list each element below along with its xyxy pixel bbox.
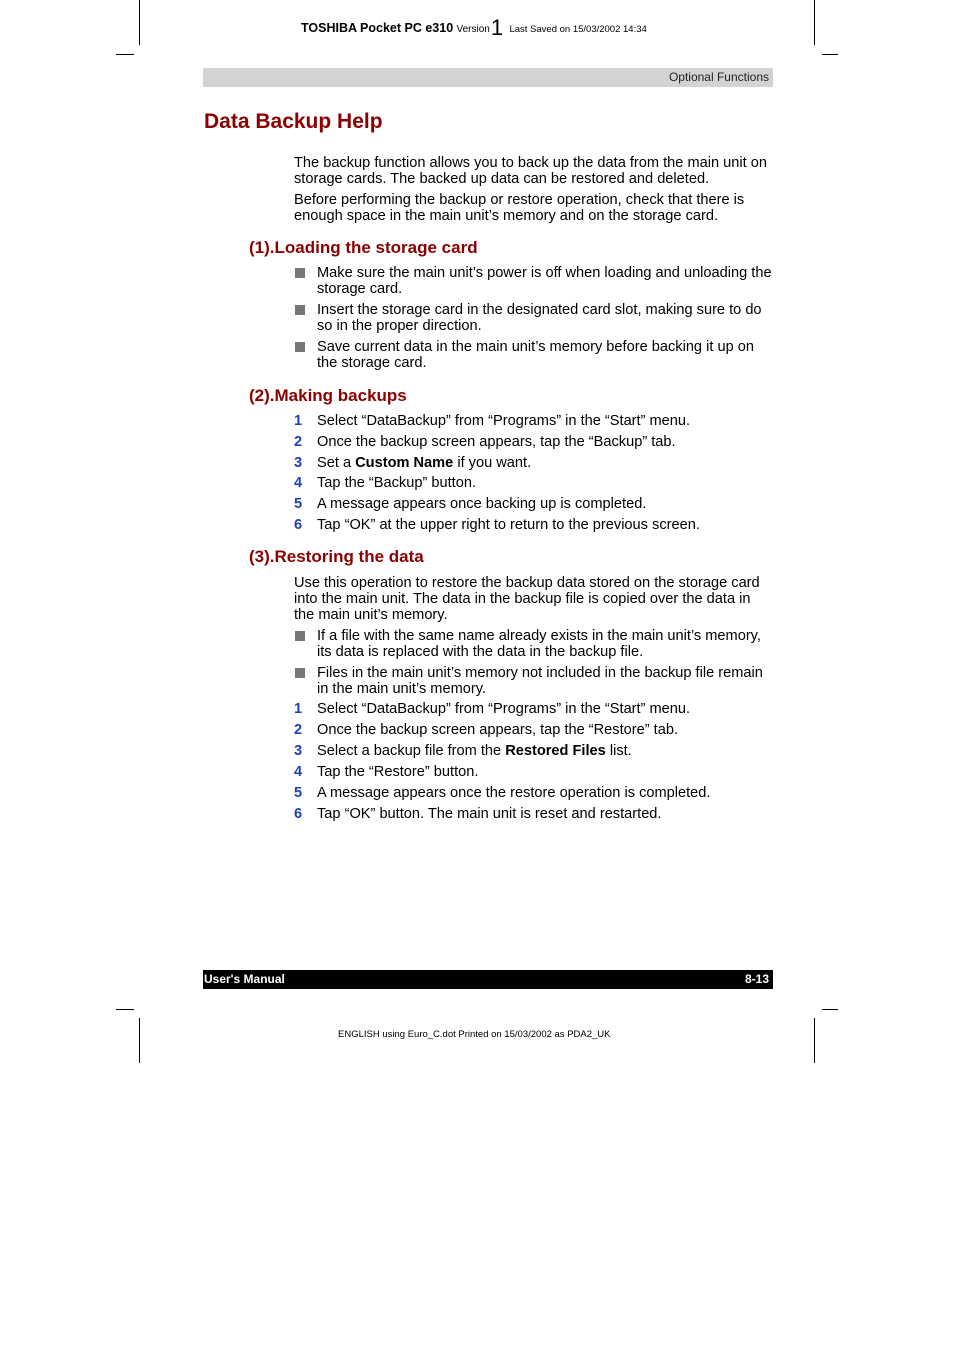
- section-heading-restoring: (3).Restoring the data: [249, 547, 424, 566]
- list-item: If a file with the same name already exists in the main unit’s memory, its data is replaced with the data in the backup file.: [294, 628, 774, 660]
- step-item: 3 Select a backup file from the Restored Files list.: [294, 743, 632, 759]
- intro-paragraph: Before performing the backup or restore operation, check that there is enough space in the main unit’s memory and on the storage card.: [294, 192, 745, 224]
- doc-version-number: 1: [490, 15, 504, 40]
- crop-mark: [116, 1009, 134, 1010]
- step-item: 4 Tap the “Restore” button.: [294, 764, 479, 780]
- list-item: Make sure the main unit’s power is off when loading and unloading the storage card.: [294, 265, 774, 297]
- section-heading-loading: (1).Loading the storage card: [249, 238, 478, 257]
- step-item: 2 Once the backup screen appears, tap the “Restore” tab.: [294, 722, 678, 738]
- page-title: Data Backup Help: [204, 110, 383, 133]
- step-item: 6 Tap “OK” button. The main unit is reset and restarted.: [294, 806, 662, 822]
- print-info: ENGLISH using Euro_C.dot Printed on 15/03/2002 as PDA2_UK: [338, 1029, 611, 1040]
- bullet-square-icon: [295, 342, 305, 352]
- document-header: [301, 12, 647, 38]
- step-item: 4 Tap the “Backup” button.: [294, 475, 477, 491]
- section-label: Optional Functions: [668, 70, 769, 84]
- list-item: Save current data in the main unit’s memory before backing it up on the storage card.: [294, 339, 774, 371]
- step-item: 5 A message appears once backing up is completed.: [294, 496, 647, 512]
- bullet-square-icon: [295, 268, 305, 278]
- list-item: Insert the storage card in the designated card slot, making sure to do so in the proper direction.: [294, 302, 774, 334]
- section-heading-backups: (2).Making backups: [249, 386, 407, 405]
- footer-bar: [203, 970, 773, 989]
- crop-mark: [139, 1018, 140, 1063]
- bullet-square-icon: [295, 305, 305, 315]
- crop-mark: [822, 1009, 838, 1010]
- crop-mark: [814, 1018, 815, 1063]
- intro-paragraph: The backup function allows you to back up the data from the main unit on storage cards. The backed up data can be restored and deleted.: [294, 155, 767, 187]
- step-item: 6 Tap “OK” at the upper right to return to the previous screen.: [294, 517, 700, 533]
- doc-saved-date: Last Saved on 15/03/2002 14:34: [509, 24, 647, 35]
- step-item: 5 A message appears once the restore operation is completed.: [294, 785, 711, 801]
- bullet-square-icon: [295, 631, 305, 641]
- section-band: [203, 68, 773, 87]
- restore-intro: Use this operation to restore the backup data stored on the storage card into the main unit. The data in the backup file is copied over the data in the main unit’s memory.: [294, 575, 760, 623]
- crop-mark: [116, 54, 134, 55]
- step-item: 2 Once the backup screen appears, tap the “Backup” tab.: [294, 434, 676, 450]
- step-item: 1 Select “DataBackup” from “Programs” in the “Start” menu.: [294, 701, 691, 717]
- crop-mark: [822, 54, 838, 55]
- step-item: 3 Set a Custom Name if you want.: [294, 455, 532, 471]
- list-item: Files in the main unit’s memory not included in the backup file remain in the main unit’s memory.: [294, 665, 774, 697]
- crop-mark: [814, 0, 815, 45]
- doc-version-label: Version: [456, 24, 490, 35]
- step-item: 1 Select “DataBackup” from “Programs” in the “Start” menu.: [294, 413, 691, 429]
- doc-brand: TOSHIBA Pocket PC e310: [301, 21, 454, 35]
- bullet-square-icon: [295, 668, 305, 678]
- footer-manual-label: User's Manual: [204, 972, 285, 986]
- crop-mark: [139, 0, 140, 45]
- page-number: 8-13: [744, 972, 769, 986]
